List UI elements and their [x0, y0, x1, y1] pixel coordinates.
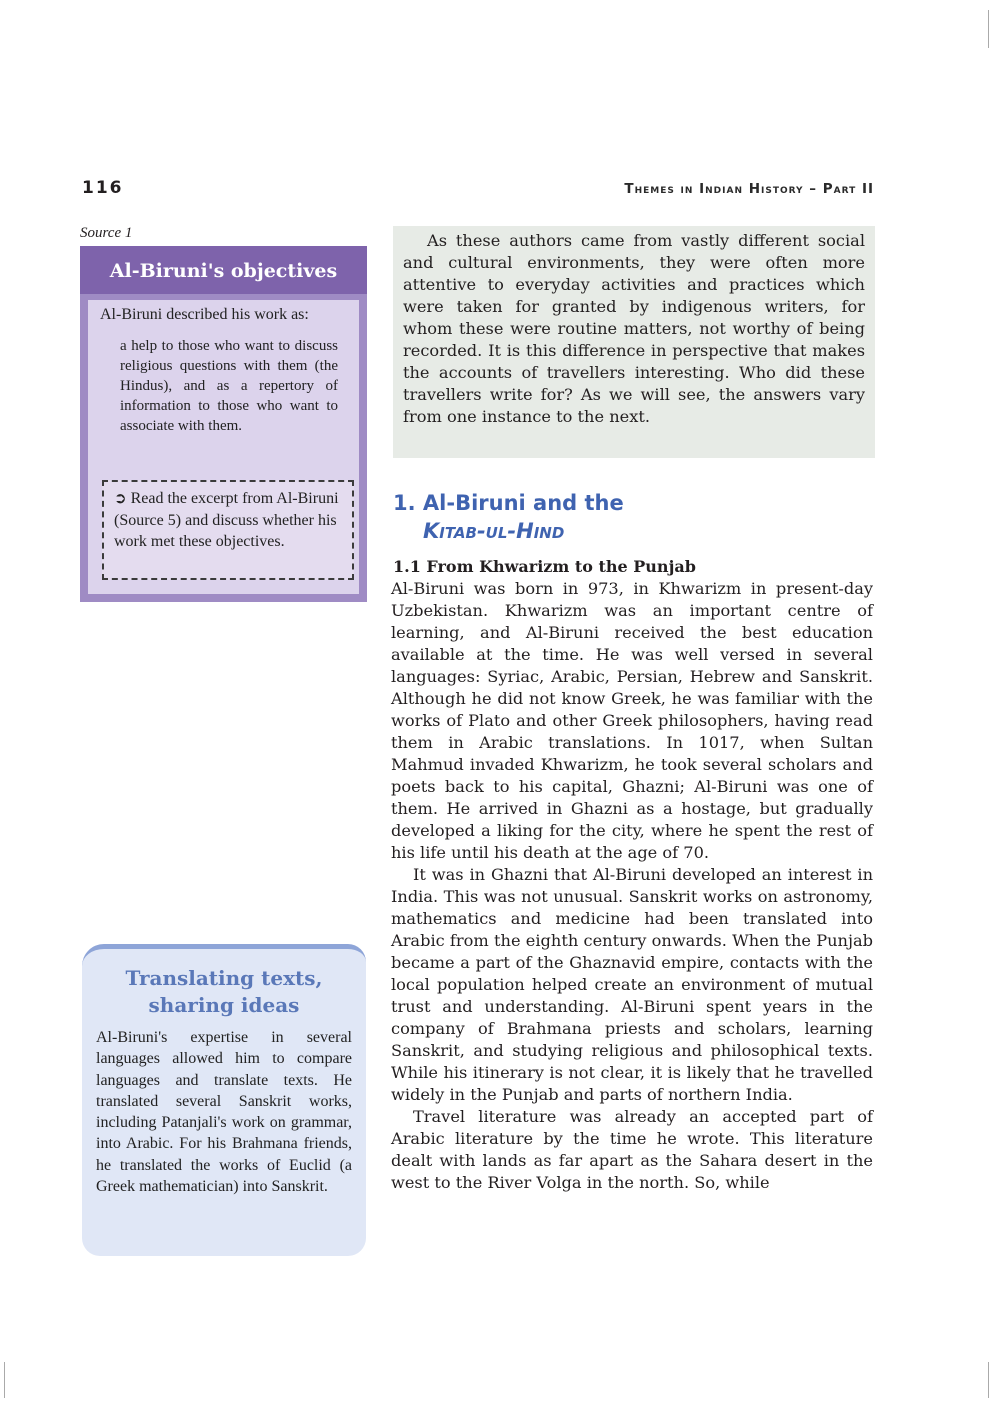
arrow-icon: ➲ [114, 489, 127, 507]
section-number: 1. [393, 491, 416, 515]
intro-text: As these authors came from vastly different social and cultural environments, they were often more attentive to everyday activities and practices which were taken for granted by indigenous writers, for whom these were routine matters, not worthy of being recorded. It is this difference in perspective that makes the accounts of travellers interesting. Who did these travellers write for? As we will see, the answers vary from one instance to the next. [403, 231, 865, 426]
translating-box [82, 944, 366, 1256]
section-title-line2: Kitab-ul-Hind [423, 519, 565, 543]
translating-body: Al-Biruni's expertise in several languages allowed him to compare languages and translate texts. He translated several Sanskrit works, including Patanjali's work on grammar, into Arabic. For his Brahmana friends, he translated the works of Euclid (a Greek mathematician) into Sanskrit. [96, 1029, 352, 1196]
source-content [88, 300, 359, 594]
activity-box [102, 480, 354, 580]
paragraph: Al-Biruni was born in 973, in Khwarizm in present-day Uzbekistan. Khwarizm was an important centre of learning, and Al-Biruni received the best education available at the time. He was well versed in several languages: Syriac, Arabic, Persian, Hebrew and Sanskrit. Although he did not know Greek, he was familiar with the works of Plato and other Greek philosophers, having read them in Arabic translations. In 1017, when Sultan Mahmud invaded Khwarizm, he took several scholars and poets back to his capital, Ghazni; Al-Biruni was one of them. He arrived in Ghazni as a hostage, but gradually developed a liking for the city, where he spent the rest of his life until his death at the age of 70. [391, 579, 873, 862]
source-quote: a help to those who want to discuss religious questions with them (the Hindus), and as a repertory of information to those who want to associate with them. [120, 338, 338, 434]
activity-instruction: Read the excerpt from Al-Biruni (Source 5) and discuss whether his work met these objectives. [114, 490, 339, 550]
page-edge-mark-bottom-left [4, 1362, 5, 1398]
paragraph: Travel literature was already an accepted part of Arabic literature by the time he wrote. This literature dealt with lands as far apart as the Sahara desert in the west to the River Volga in the north. So, while [391, 1107, 873, 1192]
activity-text [114, 488, 339, 553]
intro-box [393, 226, 875, 458]
body-text [391, 578, 873, 1194]
source-intro: Al-Biruni described his work as: [100, 306, 309, 323]
section-heading [393, 489, 624, 545]
source-box [80, 246, 367, 602]
page-edge-mark-top [988, 10, 989, 48]
source-label: Source 1 [80, 225, 133, 241]
section-title-line1: Al-Biruni and the [422, 491, 624, 515]
running-head: Themes in Indian History – Part II [624, 181, 874, 197]
page-edge-mark-bottom-right [988, 1362, 989, 1398]
paragraph: It was in Ghazni that Al-Biruni developed an interest in India. This was not unusual. Sanskrit works on astronomy, mathematics and medicine had been translated into Arabic from the eighth century onwards. When the Punjab became a part of the Ghaznavid empire, contacts with the local population helped create an environment of mutual trust and understanding. Al-Biruni spent years in the company of Brahmana priests and scholars, learning Sanskrit, and studying religious and philosophical texts. While his itinerary is not clear, it is likely that he travelled widely in the Punjab and parts of northern India. [391, 865, 873, 1104]
source-title: Al-Biruni's objectives [80, 246, 367, 294]
translating-title: Translating texts, sharing ideas [125, 966, 323, 1017]
subsection-heading: 1.1 From Khwarizm to the Punjab [393, 557, 696, 576]
page-number: 116 [82, 178, 124, 198]
